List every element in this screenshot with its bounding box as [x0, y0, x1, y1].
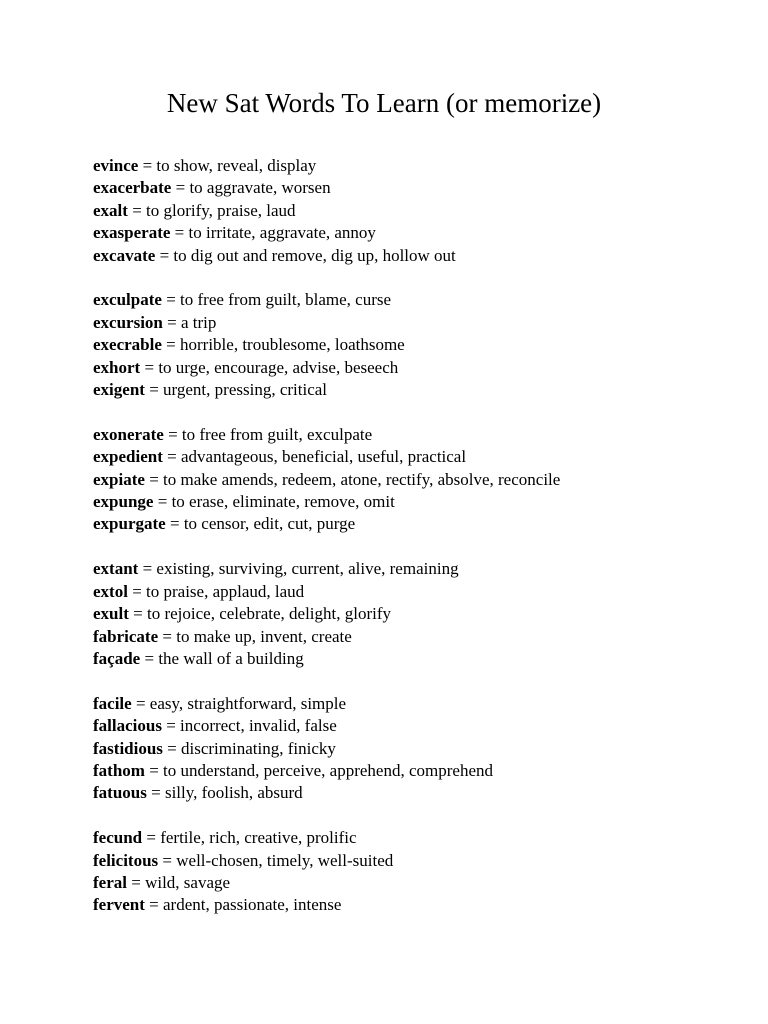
word-entry [93, 581, 733, 603]
equals-separator: = [161, 335, 180, 355]
vocab-definition: existing, surviving, current, alive, remaining [156, 559, 459, 579]
word-group [93, 827, 733, 917]
equals-separator: = [144, 469, 164, 489]
vocab-term: façade [93, 648, 141, 668]
vocab-definition: to make amends, redeem, atone, rectify, absolve, reconcile [163, 469, 561, 489]
vocab-term: felicitous [93, 850, 159, 870]
equals-separator: = [138, 559, 157, 579]
equals-separator: = [161, 716, 181, 736]
vocab-definition: easy, straightforward, simple [149, 693, 347, 713]
equals-separator: = [144, 380, 164, 400]
word-entry [93, 850, 733, 872]
vocab-definition: silly, foolish, absurd [164, 783, 303, 803]
vocab-definition: urgent, pressing, critical [163, 380, 328, 400]
word-entry [93, 289, 733, 311]
word-entry [93, 245, 733, 267]
equals-separator: = [163, 424, 182, 444]
vocab-term: fabricate [93, 626, 159, 646]
vocab-definition: to rejoice, celebrate, delight, glorify [146, 604, 392, 624]
vocab-term: fecund [93, 828, 143, 848]
vocab-definition: to make up, invent, create [176, 626, 352, 646]
word-entry [93, 872, 733, 894]
vocab-term: excavate [93, 245, 156, 265]
word-entry [93, 379, 733, 401]
vocab-definition: to censor, edit, cut, purge [183, 514, 356, 534]
vocab-definition: to aggravate, worsen [189, 178, 331, 198]
vocab-term: fastidious [93, 738, 163, 758]
equals-separator: = [170, 223, 189, 243]
vocab-term: exculpate [93, 290, 162, 310]
vocab-term: expedient [93, 447, 163, 467]
equals-separator: = [127, 581, 147, 601]
equals-separator: = [140, 357, 159, 377]
vocab-term: excursion [93, 312, 163, 332]
vocab-definition: the wall of a building [158, 648, 304, 668]
equals-separator: = [142, 828, 161, 848]
vocab-term: exacerbate [93, 178, 172, 198]
vocab-term: expurgate [93, 514, 166, 534]
word-entry [93, 177, 733, 199]
equals-separator: = [144, 760, 164, 780]
equals-separator: = [162, 447, 181, 467]
vocab-term: extol [93, 581, 128, 601]
word-entry [93, 760, 733, 782]
word-entry [93, 469, 733, 491]
equals-separator: = [158, 626, 177, 646]
vocab-definition: to irritate, aggravate, annoy [188, 223, 376, 243]
vocab-term: fallacious [93, 716, 162, 736]
vocab-term: expunge [93, 492, 154, 512]
equals-separator: = [153, 492, 172, 512]
word-group [93, 155, 733, 267]
vocab-definition: discriminating, finicky [181, 738, 336, 758]
vocab-definition: horrible, troublesome, loathsome [180, 335, 405, 355]
word-entry [93, 738, 733, 760]
word-entry [93, 782, 733, 804]
word-entry [93, 424, 733, 446]
word-entry [93, 648, 733, 670]
vocab-definition: ardent, passionate, intense [163, 895, 342, 915]
vocab-term: feral [93, 873, 127, 893]
equals-separator: = [140, 648, 159, 668]
word-entry [93, 312, 733, 334]
equals-separator: = [144, 895, 164, 915]
vocab-definition: fertile, rich, creative, prolific [160, 828, 357, 848]
word-entry [93, 693, 733, 715]
vocab-term: exhort [93, 357, 141, 377]
word-group [93, 558, 733, 670]
equals-separator: = [158, 850, 177, 870]
word-entry [93, 155, 733, 177]
equals-separator: = [127, 200, 147, 220]
vocab-definition: to understand, perceive, apprehend, comprehend [163, 760, 493, 780]
word-group [93, 693, 733, 805]
word-list [93, 155, 733, 939]
equals-separator: = [131, 693, 150, 713]
equals-separator: = [126, 873, 146, 893]
vocab-term: extant [93, 559, 139, 579]
vocab-definition: to erase, eliminate, remove, omit [171, 492, 395, 512]
vocab-definition: incorrect, invalid, false [180, 716, 337, 736]
vocab-definition: to show, reveal, display [156, 156, 317, 175]
vocab-term: fervent [93, 895, 145, 915]
word-entry [93, 446, 733, 468]
equals-separator: = [128, 604, 147, 624]
vocab-term: exult [93, 604, 129, 624]
vocab-definition: to free from guilt, blame, curse [180, 290, 392, 310]
vocab-term: facile [93, 693, 132, 713]
vocab-term: exigent [93, 380, 145, 400]
vocab-definition: advantageous, beneficial, useful, practical [180, 447, 467, 467]
equals-separator: = [161, 290, 181, 310]
word-entry [93, 357, 733, 379]
word-entry [93, 491, 733, 513]
vocab-definition: to urge, encourage, advise, beseech [158, 357, 399, 377]
equals-separator: = [138, 156, 157, 175]
vocab-term: exonerate [93, 424, 164, 444]
vocab-term: exasperate [93, 223, 171, 243]
vocab-definition: well-chosen, timely, well-suited [176, 850, 394, 870]
vocab-term: exalt [93, 200, 128, 220]
vocab-term: execrable [93, 335, 162, 355]
vocab-term: expiate [93, 469, 145, 489]
word-entry [93, 894, 733, 916]
word-entry [93, 513, 733, 535]
page-title: New Sat Words To Learn (or memorize) [166, 88, 602, 118]
equals-separator: = [162, 738, 182, 758]
equals-separator: = [165, 514, 184, 534]
word-entry [93, 222, 733, 244]
vocab-term: fathom [93, 760, 145, 780]
word-entry [93, 715, 733, 737]
word-group [93, 289, 733, 401]
equals-separator: = [155, 245, 174, 265]
word-entry [93, 626, 733, 648]
vocab-definition: a trip [180, 312, 217, 332]
vocab-term: evince [93, 156, 139, 175]
vocab-definition: to praise, applaud, laud [146, 581, 305, 601]
vocab-definition: to dig out and remove, dig up, hollow out [173, 245, 456, 265]
vocab-term: fatuous [93, 783, 147, 803]
equals-separator: = [146, 783, 165, 803]
word-entry [93, 603, 733, 625]
word-entry [93, 558, 733, 580]
equals-separator: = [171, 178, 190, 198]
word-entry [93, 827, 733, 849]
equals-separator: = [162, 312, 181, 332]
vocab-definition: to free from guilt, exculpate [181, 424, 373, 444]
word-group [93, 424, 733, 536]
vocab-definition: to glorify, praise, laud [146, 200, 296, 220]
vocab-definition: wild, savage [145, 873, 231, 893]
word-entry [93, 334, 733, 356]
word-entry [93, 200, 733, 222]
